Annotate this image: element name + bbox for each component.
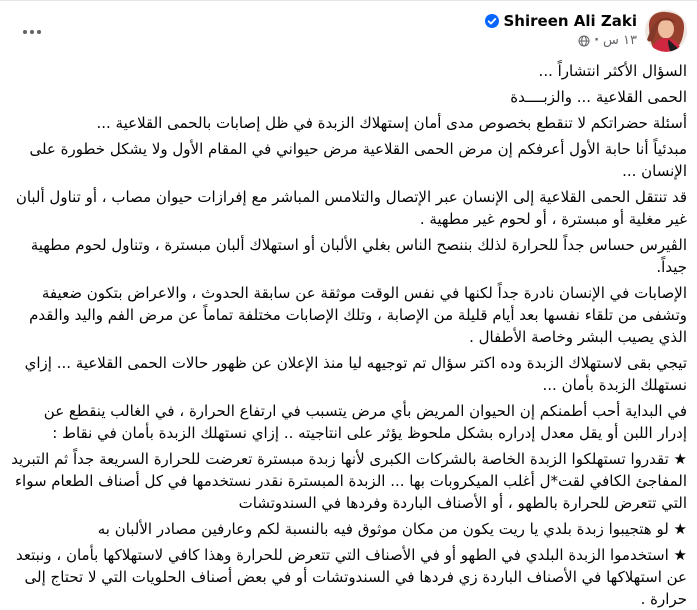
post-paragraph: الڤيرس حساس جداً للحرارة لذلك بننصح الناس بغلي الألبان أو استهلاك ألبان مبسترة ، وتناول لحوم مطهية جيداً. (30, 236, 687, 276)
post-paragraph: في البداية أحب أطمنكم إن الحيوان المريض بأي مرض يتسبب في ارتفاع الحرارة ، في الغالب ينقطع عن إدرار اللبن أو يقل معدل إدراره بشكل ملحوظ يؤثر على انتاجيته .. إزاي نستهلك الزبدة بأمان في نقاط : (43, 402, 687, 442)
avatar-image (645, 10, 687, 52)
post-paragraph: الحمى القلاعية ... والزبــــدة (510, 88, 687, 106)
privacy-globe-icon (578, 35, 590, 47)
post-paragraph: ★ استخدموا الزبدة البلدي في الطهو أو في الأصناف التي تتعرض للحرارة وهذا كافي لاستهلاكها بأمان ، ونبتعد عن استهلاكها في الأصناف الباردة زي فردها في السندوتشات أو في بعض أصناف الحلويات التي لا تحتاج إلى حرارة . (16, 546, 687, 608)
meta-separator: · (594, 33, 600, 48)
post-meta (485, 33, 638, 48)
post-paragraph: الإصابات في الإنسان نادرة جداً لكنها في نفس الوقت موثقة عن سابقة الحدوث ، والاعراض بتكون ضعيفة وتشفى من تلقاء نفسها بعد أيام قليلة من الإصابة ، وتلك الإصابات مختلفة تماماً عن مرض الفم واليد والقدم الذي يصيب البشر وخاصة الأطفال . (29, 284, 687, 346)
post-paragraph: قد تنتقل الحمى القلاعية إلى الإنسان عبر الإتصال والتلامس المباشر مع إفرازات حيوان مصاب ، أو تناول ألبان غير مغلية أو مبسترة ، أو لحوم غير مطهية . (15, 188, 687, 228)
ellipsis-icon (22, 24, 42, 39)
profile-avatar[interactable] (645, 10, 687, 52)
verified-badge-icon (485, 14, 499, 28)
post-paragraph: تيجي بقى لاستهلاك الزبدة وده اكتر سؤال تم توجيهه ليا منذ الإعلان عن ظهور حالات الحمى القلاعية ... إزاي نستهلك الزبدة بأمان ... (24, 354, 687, 394)
post-options-button[interactable] (18, 24, 46, 40)
post-paragraph: السؤال الأكثر انتشاراً ... (538, 62, 687, 80)
post-paragraph: ★ لو هتجيبوا زبدة بلدي يا ريت يكون من مكان موثوق فيه بالنسبة لكم وعارفين مصادر الألبان به (97, 520, 687, 538)
author-name[interactable]: Shireen Ali Zaki (503, 12, 637, 30)
post-paragraph: أسئلة حضراتكم لا تنقطع بخصوص مدى أمان إستهلاك الزبدة في ظل إصابات بالحمى القلاعية ... (96, 114, 687, 132)
post-paragraph: ★ تقدروا تستهلكوا الزبدة الخاصة بالشركات الكبرى لأنها زبدة مبسترة تعرضت للحرارة السريعة جداً ثم التبريد المفاجئ الكافي لقت*ل أغلب الميكروبات بها ... الزبدة المبسترة نقدر نستخدمها في كل أصناف الطعام سواء التي تتعرض للحرارة بالطهو ، أو الأصناف الباردة وفردها في السندوتشات (11, 450, 687, 512)
post-paragraph: مبدئياً أنا حابة الأول أعرفكم إن مرض الحمى القلاعية مرض حيواني في المقام الأول ولا يشكل خطورة على الإنسان ... (29, 140, 687, 180)
post-timestamp[interactable]: ١٣ س (603, 33, 637, 48)
post-header (10, 1, 687, 57)
post-body (10, 57, 687, 610)
author-block (485, 10, 638, 48)
